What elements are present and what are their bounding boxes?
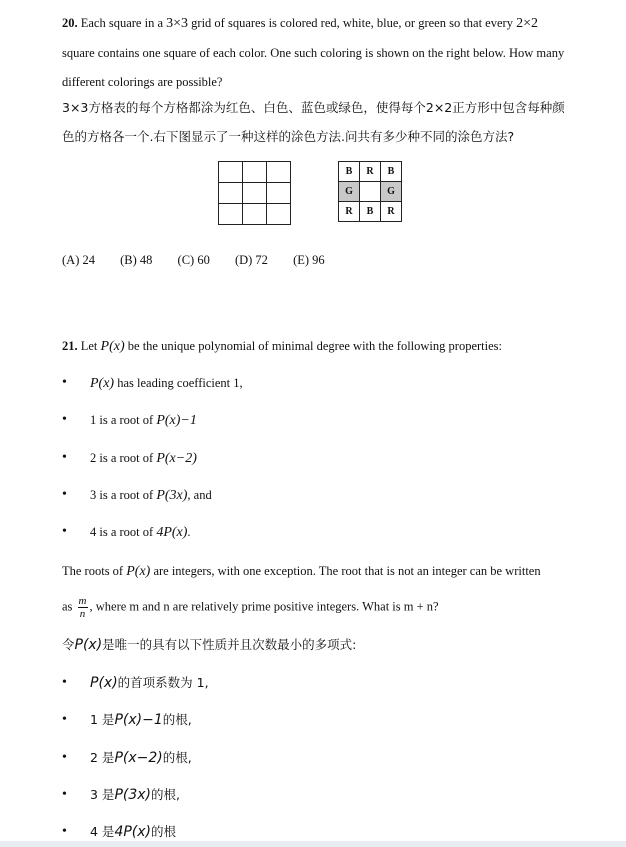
- example-cell: B: [339, 162, 360, 182]
- example-cell: B: [381, 162, 402, 182]
- bullet-dot: •: [62, 824, 67, 839]
- grid-cell: [219, 204, 243, 225]
- q20-line-3: different colorings are possible?: [62, 75, 223, 89]
- q20-math-2x2: 2×2: [516, 16, 538, 31]
- q21-math-px: P(x): [100, 339, 125, 354]
- q21-cn-property-2: [90, 711, 192, 729]
- q21-intro: [62, 337, 586, 356]
- q21-cn-property-3: [90, 749, 192, 767]
- example-cell: [360, 182, 381, 202]
- roots-text-b: are integers, with one exception. The root that is not an integer can be written: [153, 564, 541, 578]
- grid-cell: [267, 204, 291, 225]
- property-text: 的根,: [151, 787, 180, 802]
- property-text: 2 是: [90, 750, 115, 765]
- property-math: P(3x): [114, 787, 151, 803]
- choice-b: (B) 48: [120, 253, 153, 267]
- q20-answer-choices: [62, 251, 586, 269]
- q20-line-1: [62, 14, 586, 33]
- grid-cell: [243, 162, 267, 183]
- empty-grid: [218, 161, 291, 225]
- example-cell: R: [381, 202, 402, 222]
- bullet-dot: •: [62, 675, 67, 690]
- grid-cell: [267, 183, 291, 204]
- example-coloring-grid: [338, 161, 402, 222]
- q21-intro-b: be the unique polynomial of minimal degree with the following properties:: [127, 339, 502, 353]
- grid-cell: [219, 162, 243, 183]
- grid-cell: [243, 204, 267, 225]
- q21-property-3: [90, 449, 197, 468]
- bullet-dot: •: [62, 712, 67, 727]
- bullet-dot: •: [62, 487, 67, 502]
- property-math: P(x)−1: [114, 712, 163, 728]
- example-cell: R: [360, 162, 381, 182]
- grid-cell: [243, 183, 267, 204]
- property-text: 的首项系数为 1,: [117, 675, 209, 690]
- bullet-dot: •: [62, 412, 67, 427]
- property-math: 4P(x): [114, 824, 151, 840]
- property-text: , and: [187, 488, 212, 502]
- choice-c: (C) 60: [177, 253, 210, 267]
- q21-property-5: [90, 523, 191, 542]
- bullet-dot: •: [62, 524, 67, 539]
- property-math: 4P(x): [156, 525, 188, 540]
- property-math: P(x): [90, 376, 115, 391]
- q20-line-2: square contains one square of each color. One such coloring is shown on the right below. How many: [62, 46, 565, 60]
- as-rest-text: , where m and n are relatively prime positive integers. What is m + n?: [89, 599, 439, 614]
- example-cell: G: [339, 182, 360, 202]
- q21-chinese-intro: [62, 636, 586, 654]
- q20-math-3x3: 3×3: [166, 16, 189, 31]
- property-text: 1 是: [90, 712, 115, 727]
- example-cell: B: [360, 202, 381, 222]
- roots-math-px: P(x): [126, 564, 151, 579]
- q20-number: 20.: [62, 16, 78, 30]
- property-text: 4 是: [90, 824, 115, 839]
- property-text: .: [187, 525, 191, 539]
- property-text: 2 is a root of: [90, 451, 154, 465]
- q21-property-1: [90, 374, 243, 393]
- property-math: P(x−2): [114, 750, 163, 766]
- property-text: 4 is a root of: [90, 525, 154, 539]
- q20-text-1b: grid of squares is colored red, white, blue, or green so that every: [191, 16, 513, 30]
- example-cell: R: [339, 202, 360, 222]
- bullet-dot: •: [62, 750, 67, 765]
- grid-cell: [219, 183, 243, 204]
- bullet-dot: •: [62, 450, 67, 465]
- cn-intro-math: P(x): [74, 637, 103, 653]
- q21-number: 21.: [62, 339, 78, 353]
- fraction-denominator: n: [79, 608, 86, 620]
- q20-text-1a: Each square in a: [80, 16, 164, 30]
- q20-chinese-line-2: 色的方格各一个.右下图显示了一种这样的涂色方法.问共有多少种不同的涂色方法?: [62, 129, 515, 144]
- q21-cn-property-1: [90, 674, 209, 692]
- choice-a: (A) 24: [62, 253, 95, 267]
- bullet-dot: •: [62, 375, 67, 390]
- property-text: 3 is a root of: [90, 488, 154, 502]
- choice-e: (E) 96: [293, 253, 325, 267]
- roots-text-a: The roots of: [62, 564, 124, 578]
- cn-intro-b: 是唯一的具有以下性质并且次数最小的多项式:: [102, 637, 357, 652]
- q21-cn-property-5: [90, 823, 176, 841]
- grid-cell: [267, 162, 291, 183]
- choice-d: (D) 72: [234, 253, 268, 267]
- q21-property-2: [90, 411, 197, 430]
- q21-property-4: [90, 486, 212, 505]
- q21-cn-property-4: [90, 786, 180, 804]
- page-bottom-edge: [0, 841, 626, 847]
- cn-intro-a: 令: [62, 637, 75, 652]
- example-cell: G: [381, 182, 402, 202]
- property-math: P(x): [90, 675, 118, 691]
- q20-chinese-line-1: 3×3方格表的每个方格都涂为红色、白色、蓝色或绿色，使得每个2×2正方形中包含每种颜: [62, 100, 565, 115]
- q21-fraction-line: [62, 595, 586, 620]
- bullet-dot: •: [62, 787, 67, 802]
- q21-intro-a: Let: [80, 339, 98, 353]
- fraction-m-over-n: [78, 595, 88, 620]
- property-math: P(x−2): [156, 451, 197, 466]
- property-text: 3 是: [90, 787, 115, 802]
- q21-roots-line: [62, 562, 586, 581]
- property-text: 的根,: [162, 750, 192, 765]
- property-text: has leading coefficient 1,: [117, 376, 243, 390]
- property-text: 的根: [151, 824, 177, 839]
- property-text: 的根,: [162, 712, 192, 727]
- property-math: P(3x): [156, 488, 188, 503]
- fraction-numerator: m: [78, 595, 87, 607]
- property-math: P(x)−1: [156, 413, 197, 428]
- as-text: as: [62, 599, 73, 614]
- property-text: 1 is a root of: [90, 413, 154, 427]
